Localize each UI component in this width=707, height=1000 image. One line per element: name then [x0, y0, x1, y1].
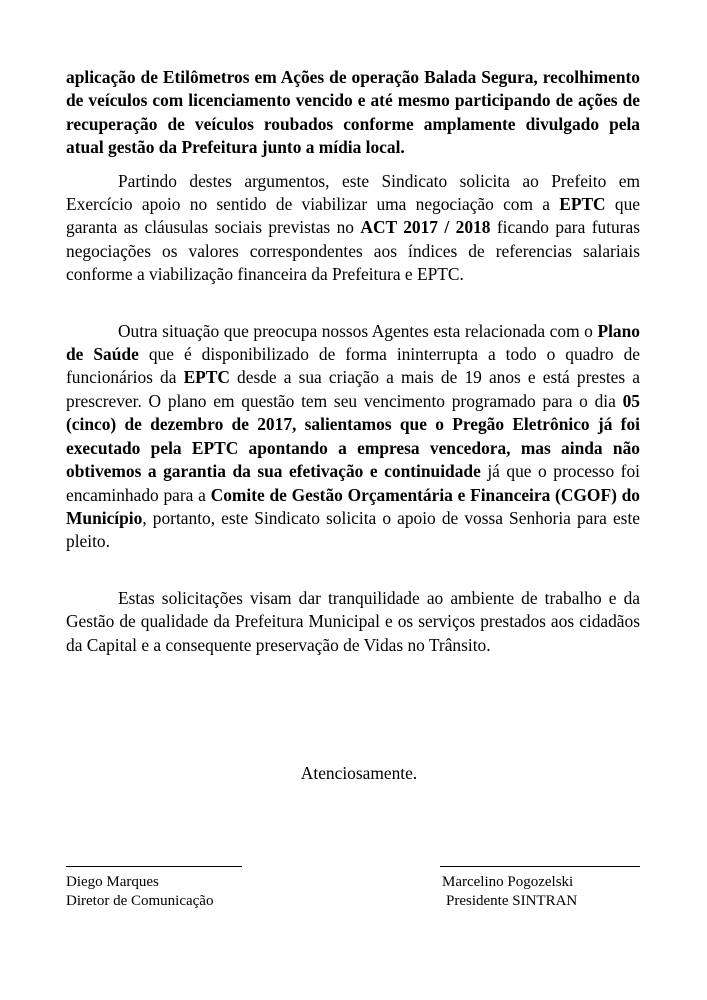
p3-text-2: que é disponibilizado de forma ininterrupta a todo o quadro de funcionários da — [66, 344, 640, 388]
p4-text: Estas solicitações visam dar tranquilidade ao ambiente de trabalho e da Gestão de qualidade da Prefeitura Municipal e os serviços prestados aos cidadãos da Capital e a consequente preservação de Vidas no Trânsito. — [66, 587, 640, 655]
letter-page — [66, 66, 641, 909]
signature-name-right: Marcelino Pogozelski — [442, 874, 574, 890]
p3-bold-vencimento: 05 (cinco) de dezembro de 2017, salientamos que o Pregão Eletrônico já foi executado pela EPTC apontando a empresa vencedora, mas ainda não obtivemos a garantia da sua efetivação e continuidade — [66, 390, 640, 482]
paragraph-balada-segura — [66, 66, 640, 160]
p2-text-3: ficando para futuras negociações os valores correspondentes aos índices de referencias salariais conforme a viabilização financeira da Prefeitura e EPTC. — [66, 217, 641, 285]
paragraph-negociacao-eptc — [66, 170, 640, 287]
closing-salutation: Atenciosamente. — [300, 763, 418, 783]
p3-text-4: já que o processo foi encaminhado para a — [66, 461, 640, 505]
p3-text-5: , portanto, este Sindicato solicita o apoio de vossa Senhoria para este pleito. — [66, 507, 640, 552]
signature-block-right — [440, 866, 640, 910]
paragraph-plano-saude — [66, 320, 640, 554]
paragraph-tranquilidade — [66, 587, 640, 657]
signature-block-left — [66, 866, 242, 910]
signature-title-right: Presidente SINTRAN — [446, 892, 578, 909]
p2-text-2: que garanta as cláusulas sociais previstas no — [66, 194, 640, 238]
p2-text-1: Partindo destes argumentos, este Sindicato solicita ao Prefeito em Exercício apoio no sentido de viabilizar uma negociação com a — [66, 170, 640, 215]
signature-title-left: Diretor de Comunicação — [66, 892, 214, 909]
p3-text-1: Outra situação que preocupa nossos Agentes esta relacionada com o — [118, 320, 598, 341]
p2-bold-eptc: EPTC — [559, 194, 606, 215]
p3-bold-eptc: EPTC — [183, 367, 230, 388]
signature-line-right — [440, 866, 640, 867]
p3-bold-cgof: Comite de Gestão Orçamentária e Financeira (CGOF) do Município — [66, 484, 640, 528]
p2-bold-act: ACT 2017 / 2018 — [360, 217, 491, 238]
signature-line-left — [66, 866, 242, 867]
p3-text-3: desde a sua criação a mais de 19 anos e está prestes a prescrever. O plano em questão tem seu vencimento programado para o dia — [66, 367, 640, 411]
signature-name-left: Diego Marques — [66, 874, 159, 890]
paragraph-balada-segura-text: aplicação de Etilômetros em Ações de operação Balada Segura, recolhimento de veículos com licenciamento vencido e até mesmo participando de ações de recuperação de veículos roubados conforme amplamente divulgado pela atual gestão da Prefeitura junto a mídia local. — [66, 67, 640, 158]
p3-bold-plano-saude: Plano de Saúde — [66, 320, 640, 365]
